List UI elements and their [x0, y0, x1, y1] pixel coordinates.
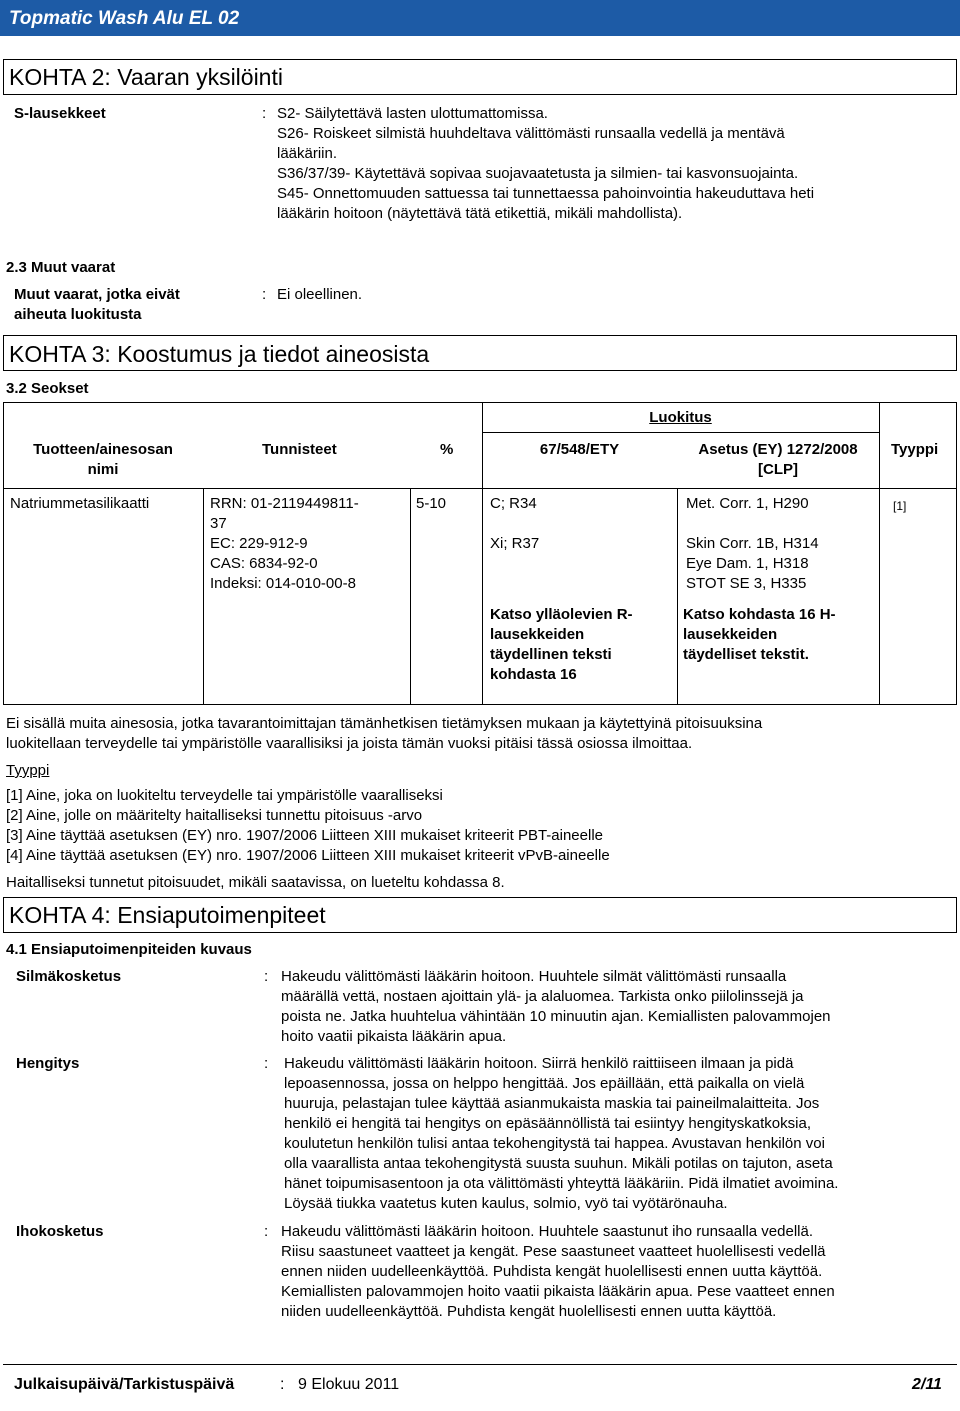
eye-contact-text: määrällä vettä, nostaen ajoittain ylä- ja alaluomea. Tarkista onko piilolinssejä ja — [281, 988, 804, 1005]
composition-paragraph: Ei sisällä muita ainesosia, jotka tavarantoimittajan tämänhetkisen tietämyksen mukaan ja käytettyinä pitoisuuksina — [6, 715, 763, 732]
section-4-heading: KOHTA 4: Ensiaputoimenpiteet — [9, 902, 326, 928]
clp-classification: Skin Corr. 1B, H314 — [686, 535, 819, 552]
other-hazards-heading: 2.3 Muut vaarat — [6, 259, 116, 276]
clp-classification: Met. Corr. 1, H290 — [686, 495, 809, 512]
substance-identifier: 37 — [210, 515, 227, 532]
substance-type: [1] — [893, 499, 907, 513]
mixtures-heading: 3.2 Seokset — [6, 380, 89, 397]
type-item: [3] Aine täyttää asetuksen (EY) nro. 1907/2006 Liitteen XIII mukaiset kriteerit PBT-aineelle — [6, 827, 603, 844]
s-phrases-line: S26- Roiskeet silmistä huuhdeltava välittömästi runsaalla vedellä ja mentävä — [277, 125, 785, 142]
s-phrases-line: S2- Säilytettävä lasten ulottumattomissa. — [277, 105, 548, 122]
inhalation-text: hänet toipumisasentoon ja ota välittömästi yhteyttä lääkäriin. Pidä ilmatiet avoimina. — [284, 1175, 839, 1192]
classification-header: Luokitus — [649, 409, 712, 426]
skin-contact-text: niiden uudelleenkäyttöä. Puhdista kengät huolellisesti ennen uutta käyttöä. — [281, 1303, 777, 1320]
skin-contact-label: Ihokosketus — [16, 1223, 104, 1240]
eye-contact-text: poista ne. Jatka huuhtelua vähintään 10 minuutin ajan. Kemiallisten palovammojen — [281, 1008, 831, 1025]
inhalation-text: Hakeudu välittömästi lääkärin hoitoon. Siirrä henkilö raittiiseen ilmaan ja pidä — [284, 1055, 794, 1072]
s-phrases-line: lääkärin hoitoon (näytettävä tätä etikettiä, mikäli mahdollista). — [277, 205, 683, 222]
skin-contact-text: Riisu saastuneet vaatteet ja kengät. Pese saastuneet vaatteet huolellisesti vedellä — [281, 1243, 826, 1260]
col-header-clp: [CLP] — [758, 461, 798, 478]
directive-note: kohdasta 16 — [490, 666, 577, 683]
inhalation-text: Löysää tiukka vaatetus kuten kaulus, solmio, vyö tai vyötärönauha. — [284, 1195, 728, 1212]
footer-date: 9 Elokuu 2011 — [298, 1376, 400, 1393]
substance-name: Natriummetasilikaatti — [10, 495, 150, 512]
clp-note: lausekkeiden — [683, 626, 778, 643]
table-divider — [203, 488, 204, 705]
s-phrases-line: S36/37/39- Käytettävä sopivaa suojavaatetusta ja silmien- tai kasvonsuojainta. — [277, 165, 799, 182]
skin-contact-text: ennen niiden uudelleenkäyttöä. Puhdista kengät huolellisesti ennen uutta käyttöä. — [281, 1263, 823, 1280]
eye-contact-label: Silmäkosketus — [16, 968, 122, 985]
substance-identifier: RRN: 01-2119449811- — [210, 495, 359, 512]
eye-contact-text: hoito vaatii pikaista lääkärin apua. — [281, 1028, 507, 1045]
clp-note: Katso kohdasta 16 H- — [683, 606, 836, 623]
col-header-directive: 67/548/ETY — [539, 441, 620, 458]
clp-classification: STOT SE 3, H335 — [686, 575, 807, 592]
col-header-percent: % — [440, 441, 454, 458]
skin-contact-text: Kemiallisten palovammojen hoito vaatii pikaista lääkärin apua. Pese vaatteet ennen — [281, 1283, 835, 1300]
table-divider — [879, 402, 880, 705]
table-divider — [410, 488, 411, 705]
s-phrases-line: lääkäriin. — [277, 145, 338, 162]
inhalation-text: lepoasennossa, jossa on helppo hengittää. Jos epäillään, että paikalla on vielä — [284, 1075, 805, 1092]
s-phrases-colon: : — [262, 105, 267, 122]
table-divider — [482, 432, 879, 433]
footer-rule — [3, 1364, 957, 1365]
eye-contact-text: Hakeudu välittömästi lääkärin hoitoon. Huuhtele silmät välittömästi runsaalla — [281, 968, 787, 985]
col-header-clp: Asetus (EY) 1272/2008 — [698, 441, 858, 458]
composition-paragraph: luokitellaan terveydelle tai ympäristölle vaarallisiksi ja joista tämän vuoksi pitäisi tässä osiossa ilmoittaa. — [6, 735, 693, 752]
other-hazards-colon: : — [262, 286, 267, 303]
table-divider — [677, 488, 678, 705]
substance-identifier: CAS: 6834-92-0 — [210, 555, 318, 572]
skin-contact-text: Hakeudu välittömästi lääkärin hoitoon. Huuhtele saastunut iho runsaalla vedellä. — [281, 1223, 813, 1240]
clp-classification: Eye Dam. 1, H318 — [686, 555, 809, 572]
inhalation-colon: : — [264, 1055, 269, 1072]
clp-note: täydelliset tekstit. — [683, 646, 809, 663]
document-title: Topmatic Wash Alu EL 02 — [9, 8, 240, 29]
inhalation-text: huuruja, pelastajan tulee käyttää asianmukaista maskia tai paineilmalaitteita. Jos — [284, 1095, 820, 1112]
type-item: [4] Aine täyttää asetuksen (EY) nro. 1907/2006 Liitteen XIII mukaiset kriteerit vPvB-aineelle — [6, 847, 610, 864]
other-hazards-label: Muut vaarat, jotka eivät — [14, 286, 180, 303]
inhalation-text: koulutetun henkilön tulisi antaa tekohengitystä tai happea. Avustavan henkilön voi — [284, 1135, 825, 1152]
eye-contact-colon: : — [264, 968, 269, 985]
inhalation-text: olla vaarallista antaa tekohengitystä suusta suuhun. Mikäli potilas on tajuton, aseta — [284, 1155, 833, 1172]
inhalation-text: henkilö ei hengitä tai hengitys on epäsäännöllistä tai esiintyy hengityskatkoksia, — [284, 1115, 811, 1132]
col-header-name: nimi — [87, 461, 119, 478]
directive-note: lausekkeiden — [490, 626, 585, 643]
directive-classification: C; R34 — [490, 495, 537, 512]
s-phrases-line: S45- Onnettomuuden sattuessa tai tunnettaessa pahoinvointia hakeuduttava heti — [277, 185, 815, 202]
substance-identifier: EC: 229-912-9 — [210, 535, 308, 552]
page-number: 2/11 — [912, 1376, 942, 1393]
col-header-type: Tyyppi — [891, 441, 939, 458]
col-header-name: Tuotteen/ainesosan — [33, 441, 173, 458]
other-hazards-label: aiheuta luokitusta — [14, 306, 142, 323]
footer-label: Julkaisupäivä/Tarkistuspäivä — [14, 1376, 235, 1393]
directive-note: täydellinen teksti — [490, 646, 612, 663]
inhalation-label: Hengitys — [16, 1055, 80, 1072]
exposure-limits-note: Haitalliseksi tunnetut pitoisuudet, mikäli saatavissa, on lueteltu kohdassa 8. — [6, 874, 505, 891]
directive-classification: Xi; R37 — [490, 535, 540, 552]
col-header-identifiers: Tunnisteet — [262, 441, 337, 458]
skin-contact-colon: : — [264, 1223, 269, 1240]
table-divider — [3, 488, 957, 489]
section-3-heading: KOHTA 3: Koostumus ja tiedot aineosista — [9, 341, 430, 367]
directive-note: Katso ylläolevien R- — [490, 606, 633, 623]
substance-percent: 5-10 — [416, 495, 447, 512]
section-2-heading: KOHTA 2: Vaaran yksilöinti — [9, 64, 283, 90]
type-item: [2] Aine, jolle on määritelty haitalliseksi tunnettu pitoisuus -arvo — [6, 807, 423, 824]
type-item: [1] Aine, joka on luokiteltu terveydelle tai ympäristölle vaaralliseksi — [6, 787, 443, 804]
substance-identifier: Indeksi: 014-010-00-8 — [210, 575, 356, 592]
first-aid-heading: 4.1 Ensiaputoimenpiteiden kuvaus — [6, 941, 252, 958]
type-heading: Tyyppi — [6, 762, 50, 779]
s-phrases-label: S-lausekkeet — [14, 105, 106, 122]
footer-colon: : — [280, 1376, 285, 1393]
other-hazards-value: Ei oleellinen. — [277, 286, 363, 303]
